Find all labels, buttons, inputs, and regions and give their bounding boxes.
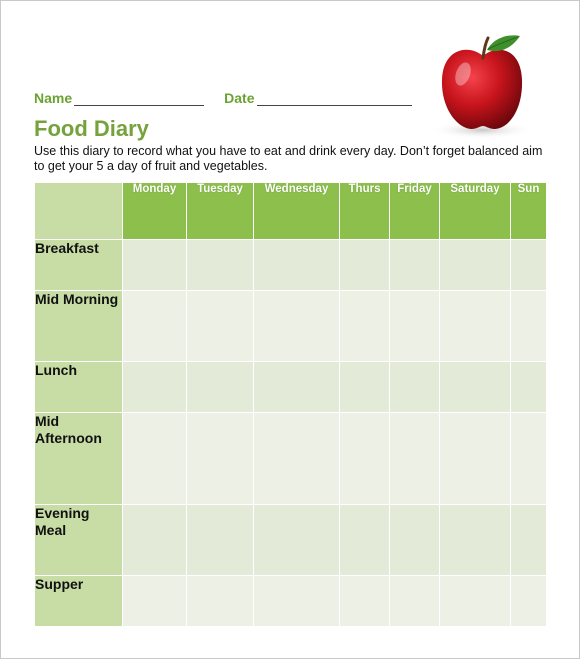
header-corner-cell — [35, 183, 123, 240]
entry-cell[interactable] — [254, 362, 340, 413]
table-row — [35, 576, 547, 627]
entry-cell[interactable] — [340, 576, 390, 627]
entry-cell[interactable] — [254, 505, 340, 576]
entry-cell[interactable] — [440, 240, 511, 291]
entry-cell[interactable] — [340, 291, 390, 362]
entry-cell[interactable] — [123, 291, 187, 362]
day-header: Thurs — [340, 183, 390, 240]
entry-cell[interactable] — [440, 291, 511, 362]
day-header: Sun — [511, 183, 547, 240]
date-field[interactable] — [257, 91, 412, 106]
entry-cell[interactable] — [254, 240, 340, 291]
entry-cell[interactable] — [187, 576, 254, 627]
intro-text: Use this diary to record what you have to eat and drink every day. Don’t forget balanced aim to get your 5 a day of fruit and vegetables. — [34, 144, 543, 173]
day-header: Wednesday — [254, 183, 340, 240]
day-header: Tuesday — [187, 183, 254, 240]
table-row — [35, 362, 547, 413]
entry-cell[interactable] — [511, 505, 547, 576]
page-title: Food Diary — [34, 116, 149, 141]
table-row — [35, 240, 547, 291]
entry-cell[interactable] — [187, 362, 254, 413]
entry-cell[interactable] — [254, 291, 340, 362]
meal-label: Breakfast — [35, 240, 123, 291]
entry-cell[interactable] — [254, 576, 340, 627]
entry-cell[interactable] — [254, 413, 340, 505]
day-header: Friday — [390, 183, 440, 240]
entry-cell[interactable] — [340, 413, 390, 505]
entry-cell[interactable] — [123, 413, 187, 505]
entry-cell[interactable] — [123, 576, 187, 627]
entry-cell[interactable] — [187, 413, 254, 505]
entry-cell[interactable] — [390, 291, 440, 362]
table-row — [35, 413, 547, 505]
meal-label: Mid Morning — [35, 291, 123, 362]
red-apple-icon — [425, 28, 540, 140]
entry-cell[interactable] — [511, 291, 547, 362]
entry-cell[interactable] — [187, 505, 254, 576]
entry-cell[interactable] — [123, 240, 187, 291]
entry-cell[interactable] — [390, 576, 440, 627]
entry-cell[interactable] — [440, 576, 511, 627]
entry-cell[interactable] — [440, 413, 511, 505]
meal-label: Evening Meal — [35, 505, 123, 576]
entry-cell[interactable] — [340, 362, 390, 413]
meal-label: Supper — [35, 576, 123, 627]
entry-cell[interactable] — [390, 413, 440, 505]
meal-label: Mid Afternoon — [35, 413, 123, 505]
meal-label: Lunch — [35, 362, 123, 413]
entry-cell[interactable] — [440, 362, 511, 413]
table-row — [35, 505, 547, 576]
day-header: Monday — [123, 183, 187, 240]
entry-cell[interactable] — [390, 362, 440, 413]
entry-cell[interactable] — [511, 413, 547, 505]
entry-cell[interactable] — [511, 240, 547, 291]
name-date-row — [34, 90, 412, 106]
entry-cell[interactable] — [511, 576, 547, 627]
food-diary-table — [34, 182, 547, 627]
name-field[interactable] — [74, 91, 204, 106]
entry-cell[interactable] — [187, 291, 254, 362]
entry-cell[interactable] — [390, 240, 440, 291]
day-header: Saturday — [440, 183, 511, 240]
entry-cell[interactable] — [123, 505, 187, 576]
entry-cell[interactable] — [123, 362, 187, 413]
date-label: Date — [224, 90, 255, 106]
name-label: Name — [34, 90, 73, 106]
entry-cell[interactable] — [390, 505, 440, 576]
entry-cell[interactable] — [340, 240, 390, 291]
entry-cell[interactable] — [511, 362, 547, 413]
table-row — [35, 291, 547, 362]
entry-cell[interactable] — [187, 240, 254, 291]
entry-cell[interactable] — [340, 505, 390, 576]
entry-cell[interactable] — [440, 505, 511, 576]
